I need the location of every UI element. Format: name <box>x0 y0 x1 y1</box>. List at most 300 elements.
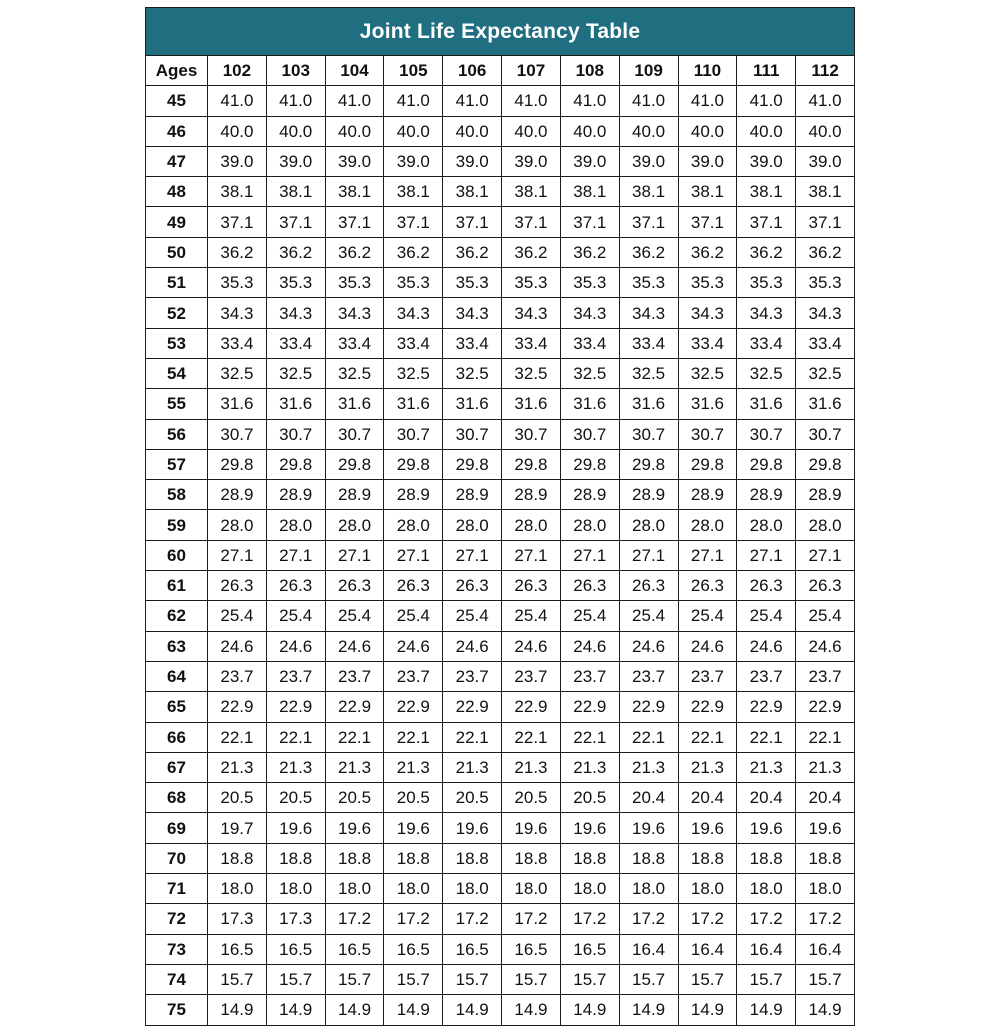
table-cell: 32.5 <box>796 358 855 388</box>
table-cell: 17.2 <box>737 904 796 934</box>
table-cell: 32.5 <box>384 358 443 388</box>
table-cell: 29.8 <box>737 449 796 479</box>
table-cell: 38.1 <box>619 177 678 207</box>
table-cell: 22.1 <box>502 722 561 752</box>
table-row <box>146 389 855 419</box>
table-cell: 39.0 <box>737 146 796 176</box>
table-cell: 29.8 <box>208 449 267 479</box>
table-row <box>146 904 855 934</box>
table-cell: 17.3 <box>208 904 267 934</box>
table-cell: 19.6 <box>443 813 502 843</box>
table-cell: 23.7 <box>678 661 737 691</box>
table-cell: 17.2 <box>796 904 855 934</box>
table-cell: 30.7 <box>678 419 737 449</box>
table-cell: 29.8 <box>619 449 678 479</box>
table-cell: 22.1 <box>325 722 384 752</box>
table-cell: 40.0 <box>619 116 678 146</box>
table-cell: 19.6 <box>325 813 384 843</box>
table-cell: 19.6 <box>619 813 678 843</box>
table-cell: 41.0 <box>502 86 561 116</box>
table-cell: 15.7 <box>208 964 267 994</box>
table-cell: 27.1 <box>737 540 796 570</box>
table-row <box>146 813 855 843</box>
table-cell: 40.0 <box>502 116 561 146</box>
row-age-label: 47 <box>146 146 208 176</box>
table-cell: 37.1 <box>325 207 384 237</box>
table-cell: 18.0 <box>737 874 796 904</box>
row-age-label: 46 <box>146 116 208 146</box>
row-age-label: 51 <box>146 268 208 298</box>
table-cell: 25.4 <box>560 601 619 631</box>
table-cell: 21.3 <box>678 752 737 782</box>
table-cell: 27.1 <box>443 540 502 570</box>
table-row <box>146 874 855 904</box>
table-cell: 31.6 <box>737 389 796 419</box>
table-cell: 36.2 <box>502 237 561 267</box>
table-cell: 15.7 <box>443 964 502 994</box>
table-cell: 32.5 <box>208 358 267 388</box>
table-cell: 14.9 <box>737 995 796 1025</box>
table-cell: 36.2 <box>266 237 325 267</box>
table-cell: 28.9 <box>619 480 678 510</box>
row-age-label: 55 <box>146 389 208 419</box>
table-cell: 27.1 <box>678 540 737 570</box>
table-cell: 30.7 <box>796 419 855 449</box>
table-cell: 38.1 <box>502 177 561 207</box>
table-cell: 38.1 <box>737 177 796 207</box>
table-cell: 31.6 <box>619 389 678 419</box>
table-cell: 36.2 <box>560 237 619 267</box>
table-cell: 26.3 <box>208 571 267 601</box>
table-cell: 30.7 <box>560 419 619 449</box>
table-cell: 35.3 <box>502 268 561 298</box>
table-cell: 24.6 <box>619 631 678 661</box>
table-cell: 15.7 <box>384 964 443 994</box>
table-cell: 18.8 <box>208 843 267 873</box>
table-cell: 41.0 <box>384 86 443 116</box>
table-cell: 40.0 <box>796 116 855 146</box>
table-cell: 17.2 <box>678 904 737 934</box>
table-cell: 16.4 <box>678 934 737 964</box>
table-cell: 18.0 <box>443 874 502 904</box>
table-cell: 35.3 <box>384 268 443 298</box>
table-cell: 18.8 <box>443 843 502 873</box>
table-cell: 17.2 <box>502 904 561 934</box>
table-cell: 22.1 <box>619 722 678 752</box>
table-cell: 31.6 <box>678 389 737 419</box>
table-cell: 27.1 <box>619 540 678 570</box>
table-cell: 41.0 <box>325 86 384 116</box>
table-cell: 30.7 <box>502 419 561 449</box>
table-cell: 29.8 <box>502 449 561 479</box>
table-cell: 29.8 <box>384 449 443 479</box>
table-cell: 40.0 <box>560 116 619 146</box>
table-cell: 32.5 <box>560 358 619 388</box>
table-cell: 24.6 <box>325 631 384 661</box>
row-age-label: 58 <box>146 480 208 510</box>
table-cell: 18.0 <box>619 874 678 904</box>
table-cell: 25.4 <box>619 601 678 631</box>
table-cell: 40.0 <box>325 116 384 146</box>
table-cell: 18.0 <box>266 874 325 904</box>
table-cell: 37.1 <box>384 207 443 237</box>
table-cell: 24.6 <box>796 631 855 661</box>
column-header: 107 <box>502 56 561 86</box>
table-cell: 41.0 <box>796 86 855 116</box>
joint-life-expectancy-table <box>145 7 855 1026</box>
table-cell: 20.5 <box>443 783 502 813</box>
table-cell: 19.6 <box>560 813 619 843</box>
table-cell: 16.4 <box>737 934 796 964</box>
table-cell: 35.3 <box>325 268 384 298</box>
table-row <box>146 571 855 601</box>
table-cell: 24.6 <box>678 631 737 661</box>
table-cell: 20.4 <box>796 783 855 813</box>
table-cell: 39.0 <box>796 146 855 176</box>
table-cell: 34.3 <box>266 298 325 328</box>
table-cell: 34.3 <box>502 298 561 328</box>
table-cell: 23.7 <box>502 661 561 691</box>
table-cell: 34.3 <box>796 298 855 328</box>
table-cell: 25.4 <box>502 601 561 631</box>
table-cell: 20.5 <box>266 783 325 813</box>
table-cell: 14.9 <box>384 995 443 1025</box>
table-cell: 31.6 <box>325 389 384 419</box>
table-cell: 22.9 <box>737 692 796 722</box>
table-cell: 38.1 <box>208 177 267 207</box>
table-cell: 21.3 <box>560 752 619 782</box>
table-cell: 33.4 <box>678 328 737 358</box>
table-cell: 22.9 <box>266 692 325 722</box>
table-cell: 27.1 <box>208 540 267 570</box>
table-cell: 33.4 <box>208 328 267 358</box>
table-cell: 33.4 <box>266 328 325 358</box>
table-cell: 22.1 <box>796 722 855 752</box>
table-cell: 30.7 <box>443 419 502 449</box>
table-cell: 24.6 <box>208 631 267 661</box>
table-cell: 32.5 <box>619 358 678 388</box>
table-cell: 33.4 <box>560 328 619 358</box>
table-cell: 16.4 <box>796 934 855 964</box>
table-cell: 28.0 <box>325 510 384 540</box>
table-cell: 23.7 <box>443 661 502 691</box>
table-cell: 28.9 <box>796 480 855 510</box>
table-cell: 29.8 <box>796 449 855 479</box>
table-cell: 28.0 <box>737 510 796 540</box>
table-row <box>146 207 855 237</box>
row-age-label: 65 <box>146 692 208 722</box>
table-cell: 37.1 <box>619 207 678 237</box>
row-age-label: 52 <box>146 298 208 328</box>
table-cell: 34.3 <box>208 298 267 328</box>
table-cell: 38.1 <box>443 177 502 207</box>
table-cell: 29.8 <box>678 449 737 479</box>
table-cell: 38.1 <box>560 177 619 207</box>
table-cell: 16.5 <box>384 934 443 964</box>
row-age-label: 69 <box>146 813 208 843</box>
table-cell: 36.2 <box>619 237 678 267</box>
table-cell: 36.2 <box>443 237 502 267</box>
table-cell: 18.8 <box>502 843 561 873</box>
table-cell: 18.0 <box>384 874 443 904</box>
table-cell: 14.9 <box>325 995 384 1025</box>
table-cell: 28.9 <box>678 480 737 510</box>
table-cell: 23.7 <box>384 661 443 691</box>
table-cell: 15.7 <box>678 964 737 994</box>
table-cell: 36.2 <box>678 237 737 267</box>
table-row <box>146 692 855 722</box>
table-cell: 31.6 <box>266 389 325 419</box>
table-cell: 34.3 <box>619 298 678 328</box>
table-cell: 15.7 <box>619 964 678 994</box>
table-cell: 22.9 <box>678 692 737 722</box>
table-cell: 28.0 <box>384 510 443 540</box>
table-cell: 14.9 <box>678 995 737 1025</box>
column-header: 111 <box>737 56 796 86</box>
table-cell: 29.8 <box>266 449 325 479</box>
table-cell: 39.0 <box>678 146 737 176</box>
table-row <box>146 601 855 631</box>
row-age-label: 63 <box>146 631 208 661</box>
table-row <box>146 540 855 570</box>
table-cell: 20.4 <box>678 783 737 813</box>
row-age-label: 72 <box>146 904 208 934</box>
table-cell: 36.2 <box>208 237 267 267</box>
column-header: 112 <box>796 56 855 86</box>
table-cell: 16.5 <box>560 934 619 964</box>
table-cell: 32.5 <box>266 358 325 388</box>
table-cell: 37.1 <box>443 207 502 237</box>
table-cell: 22.9 <box>443 692 502 722</box>
table-cell: 22.1 <box>384 722 443 752</box>
table-cell: 15.7 <box>737 964 796 994</box>
column-header: 103 <box>266 56 325 86</box>
table-cell: 20.5 <box>560 783 619 813</box>
table-cell: 41.0 <box>678 86 737 116</box>
table-cell: 18.0 <box>796 874 855 904</box>
table-cell: 18.0 <box>325 874 384 904</box>
table-cell: 18.0 <box>560 874 619 904</box>
table-cell: 41.0 <box>560 86 619 116</box>
table-cell: 26.3 <box>443 571 502 601</box>
table-cell: 33.4 <box>384 328 443 358</box>
table-cell: 28.9 <box>502 480 561 510</box>
table-cell: 27.1 <box>502 540 561 570</box>
table-row <box>146 480 855 510</box>
table-cell: 30.7 <box>266 419 325 449</box>
table-cell: 14.9 <box>443 995 502 1025</box>
table-cell: 33.4 <box>325 328 384 358</box>
table-cell: 18.0 <box>502 874 561 904</box>
table-cell: 35.3 <box>560 268 619 298</box>
table-cell: 17.2 <box>384 904 443 934</box>
table-cell: 19.6 <box>678 813 737 843</box>
table-cell: 20.5 <box>502 783 561 813</box>
table-cell: 26.3 <box>325 571 384 601</box>
table-cell: 28.0 <box>443 510 502 540</box>
table-cell: 24.6 <box>443 631 502 661</box>
table-cell: 30.7 <box>325 419 384 449</box>
table-cell: 31.6 <box>502 389 561 419</box>
table-cell: 33.4 <box>443 328 502 358</box>
table-cell: 21.3 <box>325 752 384 782</box>
table-cell: 32.5 <box>502 358 561 388</box>
row-age-label: 54 <box>146 358 208 388</box>
table-cell: 36.2 <box>325 237 384 267</box>
table-cell: 28.9 <box>560 480 619 510</box>
table-cell: 26.3 <box>678 571 737 601</box>
table-cell: 24.6 <box>502 631 561 661</box>
table-cell: 39.0 <box>619 146 678 176</box>
table-cell: 38.1 <box>678 177 737 207</box>
row-age-label: 66 <box>146 722 208 752</box>
table-cell: 21.3 <box>502 752 561 782</box>
table-cell: 20.5 <box>208 783 267 813</box>
table-cell: 28.0 <box>678 510 737 540</box>
table-cell: 39.0 <box>443 146 502 176</box>
table-cell: 35.3 <box>619 268 678 298</box>
table-cell: 21.3 <box>384 752 443 782</box>
table-cell: 28.9 <box>384 480 443 510</box>
column-header: 104 <box>325 56 384 86</box>
table-row <box>146 934 855 964</box>
table-cell: 37.1 <box>678 207 737 237</box>
table-cell: 18.8 <box>737 843 796 873</box>
table-cell: 35.3 <box>443 268 502 298</box>
row-age-label: 62 <box>146 601 208 631</box>
table-cell: 18.0 <box>208 874 267 904</box>
table-cell: 21.3 <box>796 752 855 782</box>
table-cell: 36.2 <box>384 237 443 267</box>
table-cell: 23.7 <box>560 661 619 691</box>
table-cell: 25.4 <box>796 601 855 631</box>
table-cell: 21.3 <box>619 752 678 782</box>
table-cell: 14.9 <box>796 995 855 1025</box>
table-cell: 22.9 <box>325 692 384 722</box>
table-cell: 25.4 <box>737 601 796 631</box>
row-age-label: 64 <box>146 661 208 691</box>
table-cell: 31.6 <box>796 389 855 419</box>
table-cell: 22.9 <box>208 692 267 722</box>
table-cell: 25.4 <box>443 601 502 631</box>
table-row <box>146 995 855 1025</box>
table-cell: 36.2 <box>737 237 796 267</box>
row-age-label: 49 <box>146 207 208 237</box>
table-cell: 28.9 <box>325 480 384 510</box>
table-cell: 22.1 <box>443 722 502 752</box>
table-cell: 23.7 <box>796 661 855 691</box>
table-cell: 28.9 <box>443 480 502 510</box>
table-cell: 25.4 <box>678 601 737 631</box>
table-cell: 37.1 <box>737 207 796 237</box>
table-row <box>146 752 855 782</box>
table-cell: 17.2 <box>325 904 384 934</box>
table-cell: 17.2 <box>619 904 678 934</box>
table-cell: 37.1 <box>266 207 325 237</box>
table-cell: 19.6 <box>266 813 325 843</box>
table-cell: 38.1 <box>266 177 325 207</box>
title-row <box>146 8 855 56</box>
table-row <box>146 328 855 358</box>
table-row <box>146 177 855 207</box>
row-age-label: 57 <box>146 449 208 479</box>
table-cell: 28.0 <box>560 510 619 540</box>
table-cell: 16.5 <box>325 934 384 964</box>
table-cell: 36.2 <box>796 237 855 267</box>
table-cell: 34.3 <box>737 298 796 328</box>
table-cell: 39.0 <box>502 146 561 176</box>
table-row <box>146 783 855 813</box>
table-cell: 29.8 <box>560 449 619 479</box>
table-cell: 25.4 <box>325 601 384 631</box>
row-age-label: 56 <box>146 419 208 449</box>
table-cell: 25.4 <box>384 601 443 631</box>
table-cell: 26.3 <box>384 571 443 601</box>
table-cell: 34.3 <box>560 298 619 328</box>
table-cell: 39.0 <box>266 146 325 176</box>
table-cell: 39.0 <box>325 146 384 176</box>
table-cell: 27.1 <box>796 540 855 570</box>
table-row <box>146 298 855 328</box>
column-header-row <box>146 56 855 86</box>
ages-header: Ages <box>146 56 208 86</box>
table-cell: 19.6 <box>502 813 561 843</box>
table-cell: 35.3 <box>737 268 796 298</box>
table-cell: 39.0 <box>208 146 267 176</box>
table-row <box>146 146 855 176</box>
column-header: 102 <box>208 56 267 86</box>
table-cell: 28.0 <box>619 510 678 540</box>
table-cell: 31.6 <box>208 389 267 419</box>
table-cell: 31.6 <box>443 389 502 419</box>
table-cell: 29.8 <box>443 449 502 479</box>
table-cell: 16.5 <box>443 934 502 964</box>
table-cell: 22.1 <box>208 722 267 752</box>
table-cell: 35.3 <box>796 268 855 298</box>
table-cell: 40.0 <box>678 116 737 146</box>
table-cell: 41.0 <box>208 86 267 116</box>
table-cell: 23.7 <box>325 661 384 691</box>
table-cell: 40.0 <box>443 116 502 146</box>
table-cell: 22.1 <box>266 722 325 752</box>
table-cell: 29.8 <box>325 449 384 479</box>
table-cell: 23.7 <box>208 661 267 691</box>
row-age-label: 75 <box>146 995 208 1025</box>
table-cell: 22.9 <box>796 692 855 722</box>
row-age-label: 45 <box>146 86 208 116</box>
table-cell: 16.4 <box>619 934 678 964</box>
table-cell: 18.0 <box>678 874 737 904</box>
table-cell: 30.7 <box>619 419 678 449</box>
column-header: 108 <box>560 56 619 86</box>
table-cell: 22.9 <box>502 692 561 722</box>
table-cell: 20.4 <box>619 783 678 813</box>
table-row <box>146 358 855 388</box>
table-body <box>146 86 855 1025</box>
table-cell: 39.0 <box>560 146 619 176</box>
table-cell: 30.7 <box>208 419 267 449</box>
table-cell: 18.8 <box>560 843 619 873</box>
table-cell: 20.4 <box>737 783 796 813</box>
row-age-label: 53 <box>146 328 208 358</box>
table-cell: 32.5 <box>678 358 737 388</box>
row-age-label: 60 <box>146 540 208 570</box>
table-row <box>146 510 855 540</box>
table-cell: 23.7 <box>619 661 678 691</box>
table-cell: 20.5 <box>325 783 384 813</box>
table-cell: 38.1 <box>384 177 443 207</box>
table-cell: 28.9 <box>737 480 796 510</box>
